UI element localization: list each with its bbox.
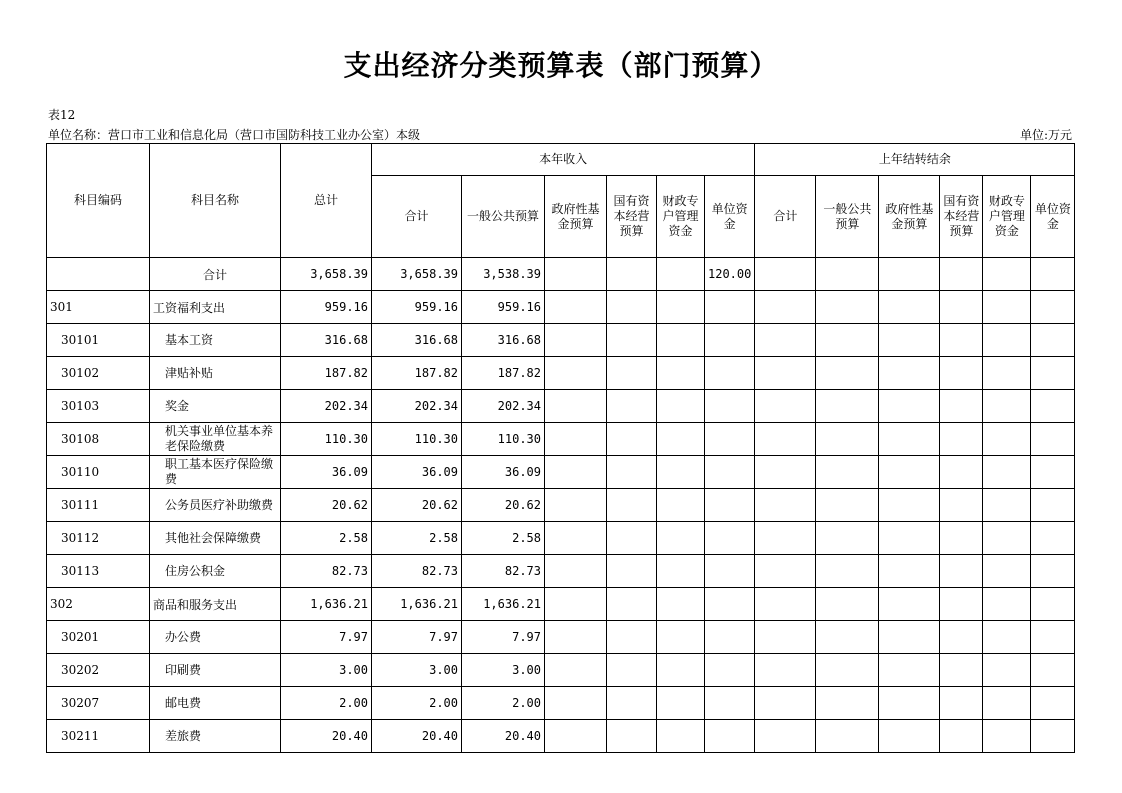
cell-empty	[755, 456, 816, 489]
cell-empty	[657, 489, 705, 522]
cell-name: 工资福利支出	[150, 291, 281, 324]
cell-name: 基本工资	[150, 324, 281, 357]
cell-code: 30207	[47, 687, 150, 720]
cell-empty	[1031, 621, 1075, 654]
cell-code: 30110	[47, 456, 150, 489]
header-current-year: 本年收入	[372, 144, 755, 176]
cell-total: 316.68	[281, 324, 372, 357]
cell-empty	[983, 555, 1031, 588]
cell-empty	[983, 621, 1031, 654]
cell-empty	[545, 423, 607, 456]
cell-empty	[879, 324, 940, 357]
cell-empty	[705, 621, 755, 654]
cell-empty	[983, 654, 1031, 687]
cell-empty	[755, 687, 816, 720]
cell-general: 2.00	[462, 687, 545, 720]
table-row-total	[47, 258, 1075, 291]
cell-empty	[879, 357, 940, 390]
cell-empty	[705, 522, 755, 555]
cell-empty	[755, 357, 816, 390]
header-cy-sum: 合计	[372, 176, 462, 258]
cell-total: 36.09	[281, 456, 372, 489]
cell-empty	[755, 522, 816, 555]
cell-total: 959.16	[281, 291, 372, 324]
cell-empty	[705, 456, 755, 489]
header-co-general: 一般公共预算	[816, 176, 879, 258]
header-co-unit-fund: 单位资金	[1031, 176, 1075, 258]
cell-empty	[705, 489, 755, 522]
cell-name: 差旅费	[150, 720, 281, 753]
cell-empty	[816, 588, 879, 621]
cell-empty	[705, 588, 755, 621]
cell-general: 187.82	[462, 357, 545, 390]
cell-empty	[879, 456, 940, 489]
cell-empty	[545, 621, 607, 654]
cell-empty	[657, 654, 705, 687]
cell-empty	[983, 258, 1031, 291]
cell-sum: 7.97	[372, 621, 462, 654]
cell-sum: 20.62	[372, 489, 462, 522]
cell-name: 公务员医疗补助缴费	[150, 489, 281, 522]
cell-empty	[816, 687, 879, 720]
cell-empty	[940, 654, 983, 687]
cell-empty	[705, 720, 755, 753]
header-cy-soe: 国有资本经营预算	[607, 176, 657, 258]
cell-empty	[607, 687, 657, 720]
cell-empty	[545, 291, 607, 324]
cell-total: 20.62	[281, 489, 372, 522]
cell-empty	[657, 522, 705, 555]
cell-code: 30211	[47, 720, 150, 753]
cell-empty	[755, 555, 816, 588]
cell-empty	[940, 423, 983, 456]
cell-empty	[545, 588, 607, 621]
cell-empty	[940, 390, 983, 423]
cell-empty	[816, 489, 879, 522]
cell-empty	[983, 489, 1031, 522]
header-cy-unit-fund: 单位资金	[705, 176, 755, 258]
cell-empty	[705, 423, 755, 456]
cell-empty	[657, 456, 705, 489]
cell-general: 202.34	[462, 390, 545, 423]
cell-empty	[545, 522, 607, 555]
cell-sum: 316.68	[372, 324, 462, 357]
table-row	[47, 489, 1075, 522]
cell-empty	[545, 489, 607, 522]
cell-code: 30108	[47, 423, 150, 456]
cell-empty	[755, 720, 816, 753]
cell-empty	[940, 324, 983, 357]
cell-code: 30202	[47, 654, 150, 687]
cell-empty	[816, 357, 879, 390]
cell-empty	[705, 654, 755, 687]
cell-empty	[755, 390, 816, 423]
header-cy-gov-fund: 政府性基金预算	[545, 176, 607, 258]
cell-code: 30102	[47, 357, 150, 390]
cell-empty	[607, 654, 657, 687]
table-row	[47, 621, 1075, 654]
cell-empty	[816, 291, 879, 324]
cell-empty	[657, 390, 705, 423]
unit-name: 单位名称：营口市工业和信息化局（营口市国防科技工业办公室）本级	[48, 128, 421, 142]
cell-code: 30101	[47, 324, 150, 357]
cell-empty	[940, 291, 983, 324]
cell-empty	[879, 291, 940, 324]
cell-total: 82.73	[281, 555, 372, 588]
cell-empty	[657, 720, 705, 753]
page-title: 支出经济分类预算表（部门预算）	[343, 49, 779, 82]
cell-total: 2.00	[281, 687, 372, 720]
table-row	[47, 555, 1075, 588]
cell-empty	[983, 291, 1031, 324]
cell-empty	[940, 588, 983, 621]
cell-sum: 36.09	[372, 456, 462, 489]
table-row	[47, 687, 1075, 720]
cell-empty	[607, 456, 657, 489]
cell-empty	[879, 654, 940, 687]
cell-empty	[816, 423, 879, 456]
header-cy-general: 一般公共预算	[462, 176, 545, 258]
cell-sum: 187.82	[372, 357, 462, 390]
cell-empty	[545, 555, 607, 588]
cell-empty	[755, 291, 816, 324]
cell-empty	[705, 555, 755, 588]
cell-general: 2.58	[462, 522, 545, 555]
cell-empty	[545, 324, 607, 357]
cell-total: 1,636.21	[281, 588, 372, 621]
cell-empty	[755, 654, 816, 687]
cell-empty	[657, 555, 705, 588]
cell-total: 110.30	[281, 423, 372, 456]
cell-empty	[545, 357, 607, 390]
cell-empty	[879, 687, 940, 720]
cell-empty	[607, 720, 657, 753]
cell-general: 3,538.39	[462, 258, 545, 291]
table-number: 表12	[48, 108, 76, 122]
cell-general: 316.68	[462, 324, 545, 357]
cell-empty	[705, 357, 755, 390]
cell-empty	[755, 423, 816, 456]
header-co-special: 财政专户管理资金	[983, 176, 1031, 258]
cell-general: 7.97	[462, 621, 545, 654]
cell-empty	[940, 489, 983, 522]
cell-empty	[657, 621, 705, 654]
cell-empty	[816, 654, 879, 687]
cell-empty	[1031, 654, 1075, 687]
header-total: 总计	[281, 144, 372, 258]
cell-empty	[879, 258, 940, 291]
cell-empty	[1031, 324, 1075, 357]
cell-total: 202.34	[281, 390, 372, 423]
cell-general: 110.30	[462, 423, 545, 456]
cell-sum: 82.73	[372, 555, 462, 588]
cell-general: 3.00	[462, 654, 545, 687]
cell-empty	[755, 489, 816, 522]
cell-empty	[983, 588, 1031, 621]
cell-empty	[940, 720, 983, 753]
cell-empty	[816, 258, 879, 291]
cell-empty	[940, 687, 983, 720]
cell-empty	[983, 456, 1031, 489]
cell-empty	[816, 324, 879, 357]
cell-empty	[607, 390, 657, 423]
cell-empty	[1031, 456, 1075, 489]
cell-name: 邮电费	[150, 687, 281, 720]
cell-general: 959.16	[462, 291, 545, 324]
cell-empty	[983, 687, 1031, 720]
cell-empty	[657, 324, 705, 357]
cell-empty	[545, 456, 607, 489]
cell-general: 20.62	[462, 489, 545, 522]
table-row	[47, 423, 1075, 456]
cell-empty	[755, 621, 816, 654]
header-code: 科目编码	[47, 144, 150, 258]
cell-empty	[1031, 555, 1075, 588]
cell-empty	[940, 555, 983, 588]
cell-empty	[1031, 588, 1075, 621]
cell-empty	[657, 423, 705, 456]
cell-empty	[705, 324, 755, 357]
cell-empty	[1031, 291, 1075, 324]
cell-general: 20.40	[462, 720, 545, 753]
cell-code: 30111	[47, 489, 150, 522]
cell-empty	[879, 489, 940, 522]
cell-empty	[1031, 390, 1075, 423]
cell-empty	[657, 258, 705, 291]
cell-empty	[607, 423, 657, 456]
cell-empty	[983, 522, 1031, 555]
header-co-sum: 合计	[755, 176, 816, 258]
cell-name: 合计	[150, 258, 281, 291]
cell-total: 3.00	[281, 654, 372, 687]
cell-empty	[607, 489, 657, 522]
cell-empty	[940, 522, 983, 555]
cell-sum: 2.58	[372, 522, 462, 555]
cell-empty	[940, 456, 983, 489]
table-row	[47, 390, 1075, 423]
budget-table	[46, 143, 1075, 753]
cell-empty	[879, 522, 940, 555]
cell-empty	[755, 324, 816, 357]
currency-unit: 单位:万元	[1019, 128, 1072, 142]
table-row	[47, 654, 1075, 687]
cell-empty	[879, 720, 940, 753]
cell-empty	[607, 291, 657, 324]
cell-general: 36.09	[462, 456, 545, 489]
cell-total: 2.58	[281, 522, 372, 555]
cell-name: 津贴补贴	[150, 357, 281, 390]
cell-empty	[940, 258, 983, 291]
cell-empty	[940, 621, 983, 654]
cell-sum: 202.34	[372, 390, 462, 423]
cell-empty	[657, 291, 705, 324]
cell-name: 其他社会保障缴费	[150, 522, 281, 555]
cell-code	[47, 258, 150, 291]
cell-total: 20.40	[281, 720, 372, 753]
cell-empty	[879, 588, 940, 621]
cell-empty	[816, 456, 879, 489]
table-row	[47, 720, 1075, 753]
cell-empty	[607, 324, 657, 357]
cell-empty	[1031, 720, 1075, 753]
cell-empty	[1031, 423, 1075, 456]
cell-empty	[983, 423, 1031, 456]
cell-sum: 2.00	[372, 687, 462, 720]
cell-empty	[940, 357, 983, 390]
cell-sum: 1,636.21	[372, 588, 462, 621]
cell-name: 机关事业单位基本养老保险缴费	[150, 423, 281, 456]
cell-name: 奖金	[150, 390, 281, 423]
cell-empty	[879, 555, 940, 588]
cell-empty	[755, 258, 816, 291]
cell-total: 3,658.39	[281, 258, 372, 291]
header-carryover: 上年结转结余	[755, 144, 1075, 176]
cell-name: 商品和服务支出	[150, 588, 281, 621]
cell-empty	[545, 654, 607, 687]
cell-code: 30103	[47, 390, 150, 423]
cell-empty	[705, 390, 755, 423]
cell-empty	[816, 621, 879, 654]
header-cy-special: 财政专户管理资金	[657, 176, 705, 258]
cell-name: 住房公积金	[150, 555, 281, 588]
cell-code: 302	[47, 588, 150, 621]
cell-sum: 20.40	[372, 720, 462, 753]
cell-empty	[545, 687, 607, 720]
cell-sum: 110.30	[372, 423, 462, 456]
cell-empty	[879, 621, 940, 654]
table-row	[47, 324, 1075, 357]
header-co-soe: 国有资本经营预算	[940, 176, 983, 258]
cell-empty	[816, 390, 879, 423]
cell-general: 82.73	[462, 555, 545, 588]
cell-total: 187.82	[281, 357, 372, 390]
cell-empty	[816, 555, 879, 588]
cell-unit-fund: 120.00	[705, 258, 755, 291]
table-row	[47, 291, 1075, 324]
cell-empty	[983, 720, 1031, 753]
cell-code: 301	[47, 291, 150, 324]
cell-empty	[705, 291, 755, 324]
cell-empty	[545, 258, 607, 291]
table-row	[47, 357, 1075, 390]
cell-name: 职工基本医疗保险缴费	[150, 456, 281, 489]
cell-empty	[545, 390, 607, 423]
cell-empty	[983, 390, 1031, 423]
cell-code: 30113	[47, 555, 150, 588]
cell-empty	[607, 522, 657, 555]
cell-empty	[607, 555, 657, 588]
cell-total: 7.97	[281, 621, 372, 654]
cell-empty	[607, 258, 657, 291]
cell-empty	[657, 588, 705, 621]
table-row	[47, 456, 1075, 489]
cell-code: 30201	[47, 621, 150, 654]
cell-sum: 3,658.39	[372, 258, 462, 291]
cell-empty	[1031, 258, 1075, 291]
cell-sum: 3.00	[372, 654, 462, 687]
cell-empty	[755, 588, 816, 621]
table-row	[47, 588, 1075, 621]
cell-empty	[607, 357, 657, 390]
cell-empty	[983, 324, 1031, 357]
cell-empty	[816, 522, 879, 555]
cell-empty	[657, 357, 705, 390]
cell-empty	[545, 720, 607, 753]
cell-name: 办公费	[150, 621, 281, 654]
cell-empty	[705, 687, 755, 720]
cell-empty	[607, 588, 657, 621]
cell-empty	[1031, 489, 1075, 522]
cell-empty	[1031, 687, 1075, 720]
header-co-gov-fund: 政府性基金预算	[879, 176, 940, 258]
header-name: 科目名称	[150, 144, 281, 258]
cell-name: 印刷费	[150, 654, 281, 687]
cell-empty	[1031, 522, 1075, 555]
cell-empty	[1031, 357, 1075, 390]
cell-empty	[607, 621, 657, 654]
cell-sum: 959.16	[372, 291, 462, 324]
cell-empty	[816, 720, 879, 753]
table-row	[47, 522, 1075, 555]
cell-empty	[657, 687, 705, 720]
cell-empty	[879, 390, 940, 423]
cell-code: 30112	[47, 522, 150, 555]
cell-empty	[879, 423, 940, 456]
cell-general: 1,636.21	[462, 588, 545, 621]
cell-empty	[983, 357, 1031, 390]
